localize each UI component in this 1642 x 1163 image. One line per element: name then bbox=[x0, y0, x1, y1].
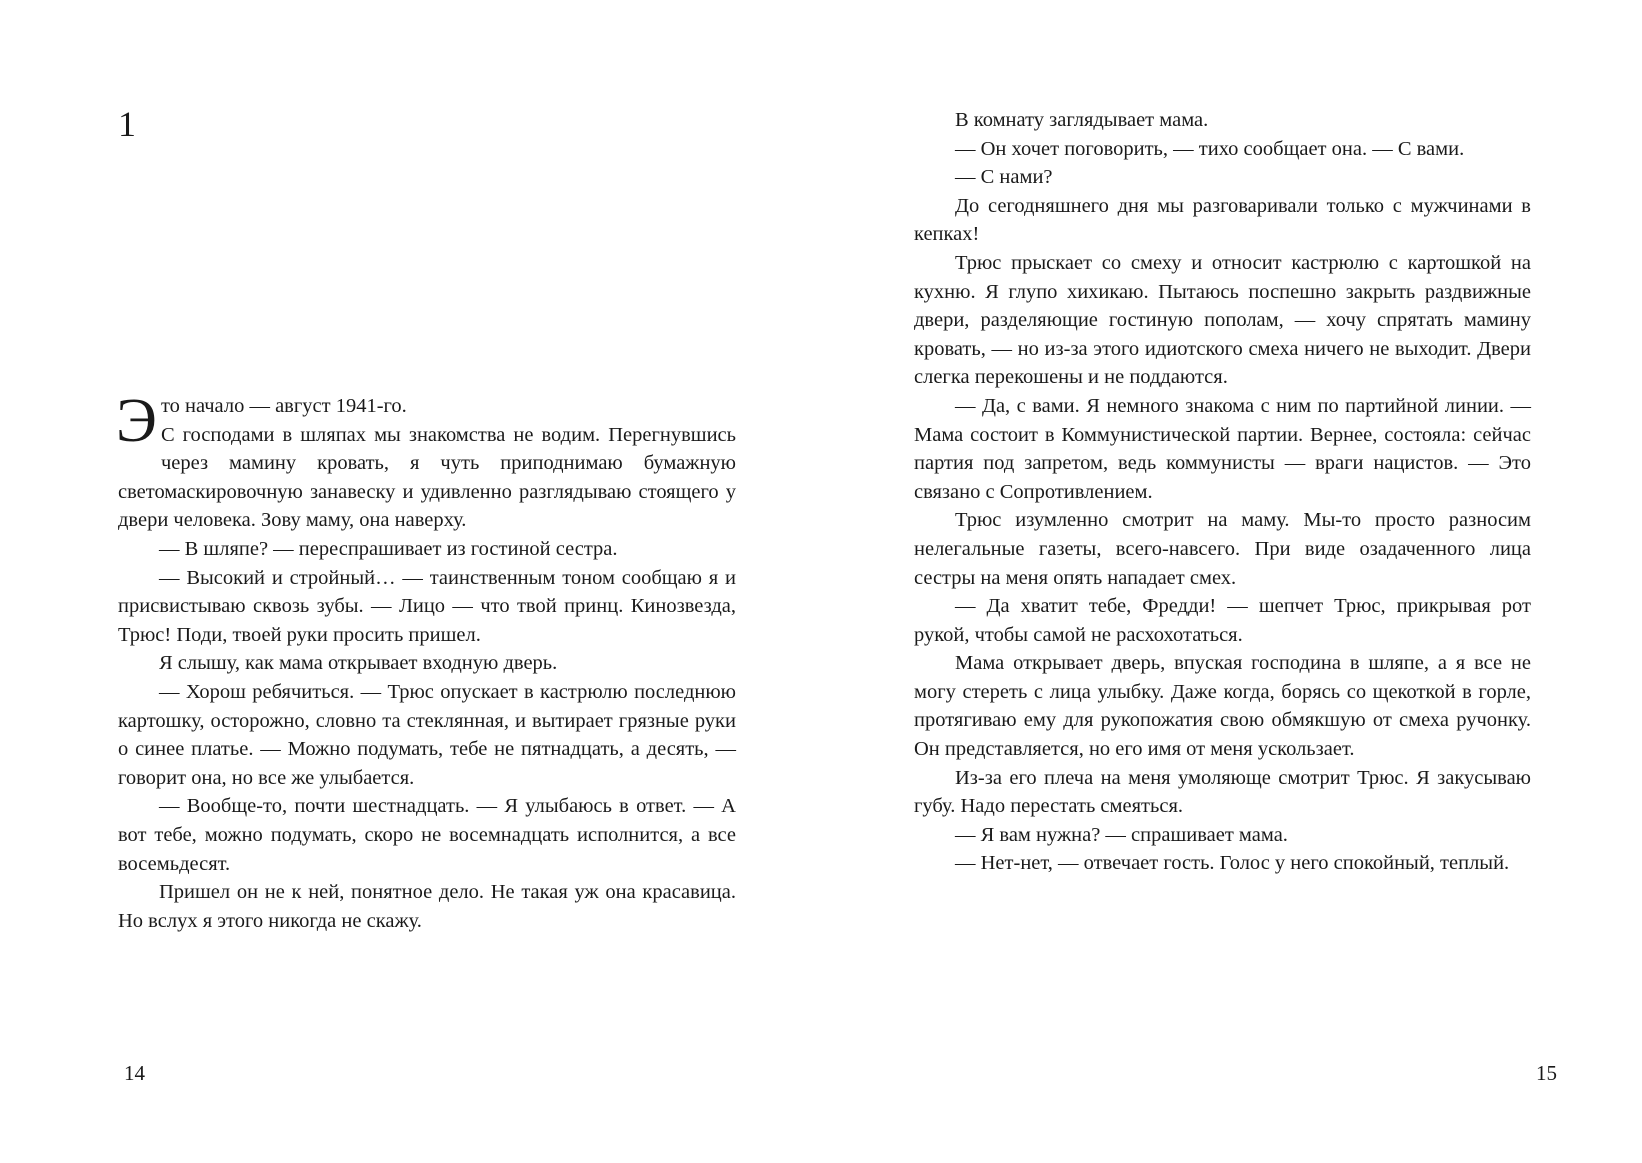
paragraph: Трюс прыскает со смеху и относит кастрюлю с картошкой на кухню. Я глупо хихикаю. Пытаюсь поспешно закрыть раздвижные двери, разделяющие гостиную пополам, — хочу спрятать мамину кровать, — но из-за этого идиотского смеха ничего не выходит. Двери слегка перекошены и не поддаются. bbox=[914, 251, 1531, 389]
paragraph: Пришел он не к ней, понятное дело. Не такая уж она красавица. Но вслух я этого никогда не скажу. bbox=[118, 881, 736, 932]
paragraph: Мама открывает дверь, впуская господина в шляпе, а я все не могу стереть с лица улыбку. Даже когда, борясь со щекоткой в горле, протягиваю ему для рукопожатия свою обмякшую от смеха ручонку. Он представляется, но его имя от меня ускользает. bbox=[914, 652, 1531, 761]
paragraph: — Да, с вами. Я немного знакома с ним по партийной линии. — Мама состоит в Коммунистической партии. Вернее, состояла: сейчас партия под запретом, ведь коммунисты — враги нацистов. — Это связано с Сопротивлением. bbox=[914, 394, 1531, 503]
paragraph: — Высокий и стройный… — таинственным тоном сообщаю я и присвистываю сквозь зубы. — Лицо — что твой принц. Кинозвезда, Трюс! Поди, твоей руки просить пришел. bbox=[118, 566, 736, 646]
left-page-text bbox=[116, 387, 736, 935]
paragraph: Я слышу, как мама открывает входную дверь. bbox=[159, 652, 558, 675]
paragraph: — Он хочет поговорить, — тихо сообщает она. — С вами. bbox=[955, 137, 1465, 160]
drop-cap: Э bbox=[116, 387, 157, 455]
opening-paragraph bbox=[116, 387, 736, 455]
page-number: 14 bbox=[124, 1061, 145, 1085]
right-page-text bbox=[914, 106, 1531, 878]
paragraph: — Я вам нужна? — спрашивает мама. bbox=[955, 823, 1288, 846]
paragraph-text: то начало — август 1941-го. bbox=[160, 395, 407, 417]
paragraph: С господами в шляпах мы знакомства не водим. Перегнувшись через мамину кровать, я чуть приподнимаю бумажную светомаскировочную занавеску и удивленно разглядываю стоящего у двери человека. Зову маму, она наверху. bbox=[118, 423, 736, 532]
paragraph: В комнату заглядывает мама. bbox=[955, 109, 1209, 131]
paragraph: До сегодняшнего дня мы разговаривали только с мужчинами в кепках! bbox=[914, 194, 1531, 246]
paragraph: — В шляпе? — переспрашивает из гостиной сестра. bbox=[159, 537, 618, 560]
right-page bbox=[821, 0, 1642, 1163]
chapter-number: 1 bbox=[118, 104, 136, 144]
paragraph: Из-за его плеча на меня умоляюще смотрит Трюс. Я закусываю губу. Надо перестать смеяться. bbox=[914, 766, 1531, 818]
paragraph: — Да хватит тебе, Фредди! — шепчет Трюс, прикрывая рот рукой, чтобы самой не расхохотаться. bbox=[914, 595, 1531, 646]
paragraph: — Вообще-то, почти шестнадцать. — Я улыбаюсь в ответ. — А вот тебе, можно подумать, скоро не восемнадцать исполнится, а все восемьдесят. bbox=[118, 795, 736, 875]
paragraph: — Хорош ребячиться. — Трюс опускает в кастрюлю последнюю картошку, осторожно, словно та стеклянная, и вытирает грязные руки о синее платье. — Можно подумать, тебе не пятнадцать, а десять, — говорит она, но все же улыбается. bbox=[118, 680, 736, 789]
paragraph: — Нет-нет, — отвечает гость. Голос у него спокойный, теплый. bbox=[955, 852, 1510, 875]
paragraph: — С нами? bbox=[955, 166, 1053, 189]
page-number: 15 bbox=[1536, 1061, 1557, 1085]
paragraph: Трюс изумленно смотрит на маму. Мы-то просто разносим нелегальные газеты, всего-навсего. При виде озадаченного лица сестры на меня опять нападает смех. bbox=[914, 509, 1531, 589]
